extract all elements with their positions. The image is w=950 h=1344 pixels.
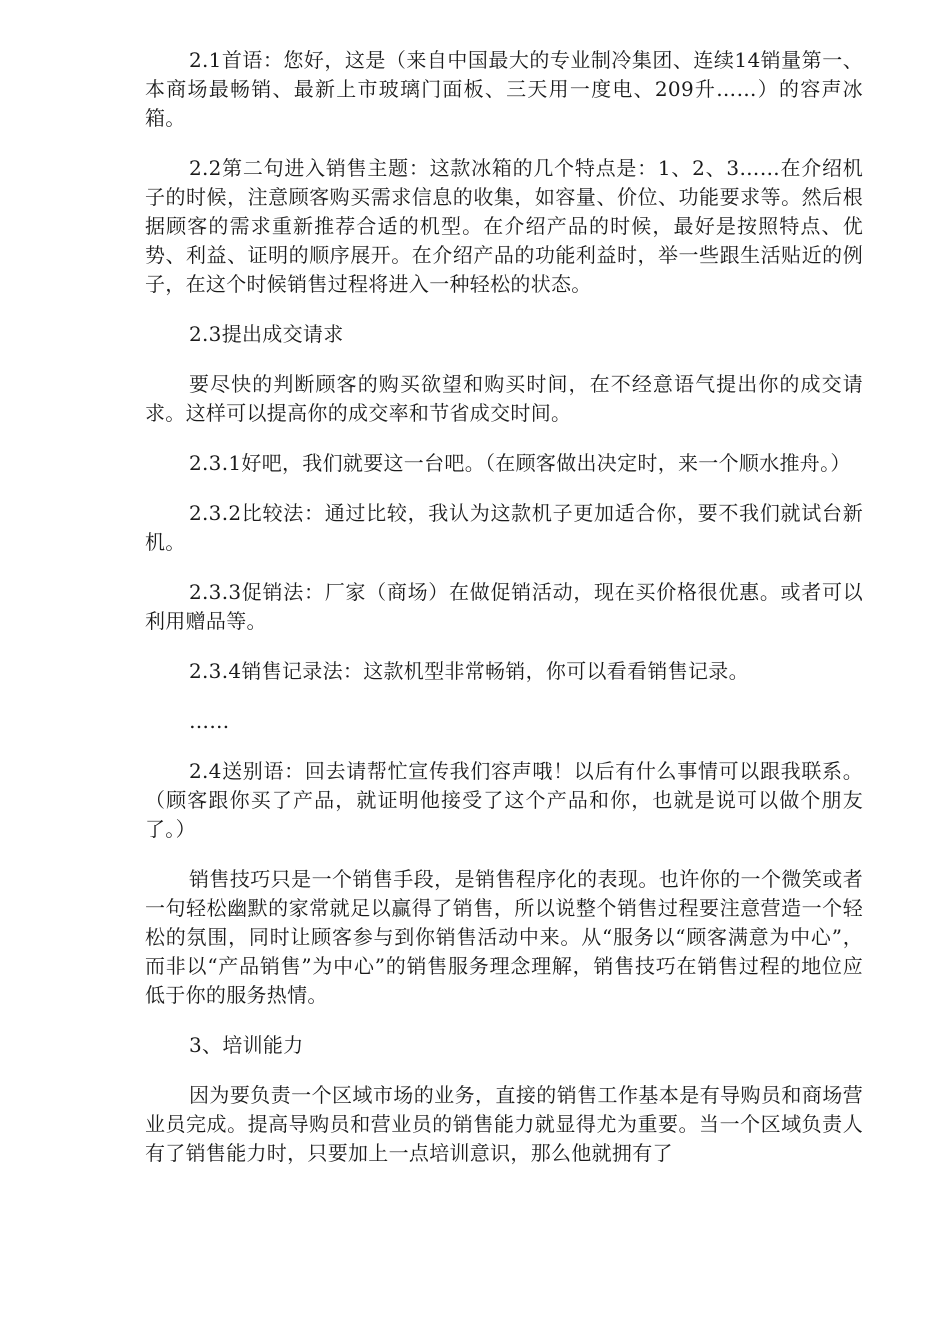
- paragraph-method-1: 2.3.1好吧，我们就要这一台吧。（在顾客做出决定时，来一个顺水推舟。）: [189, 451, 851, 475]
- paragraph-closing-request: 要尽快的判断顾客的购买欲望和购买时间，在不经意语气提出你的成交请求。这样可以提高你的成交率和节省成交时间。: [145, 372, 863, 425]
- paragraph-method-4-sales-record: 2.3.4销售记录法：这款机型非常畅销，你可以看看销售记录。: [189, 659, 749, 683]
- paragraph-ellipsis: ……: [189, 709, 230, 733]
- paragraph-sales-skills-summary: 销售技巧只是一个销售手段，是销售程序化的表现。也许你的一个微笑或者一句轻松幽默的家常就足以赢得了销售，所以说整个销售过程要注意营造一个轻松的氛围，同时让顾客参与到你销售活动中来。从“服务以“顾客满意为中心”，而非以“产品销售”为中心”的销售服务理念理解，销售技巧在销售过程的地位应低于你的服务热情。: [145, 867, 863, 1007]
- paragraph-method-2-comparison: 2.3.2比较法：通过比较，我认为这款机子更加适合你，要不我们就试台新机。: [145, 501, 863, 554]
- paragraph-method-3-promotion: 2.3.3促销法：厂家（商场）在做促销活动，现在买价格很优惠。或者可以利用赠品等。: [145, 580, 863, 633]
- paragraph-closing-request-heading: 2.3提出成交请求: [189, 322, 344, 346]
- paragraph-opening-words: 2.1首语：您好，这是（来自中国最大的专业制冷集团、连续14销量第一、本商场最畅销、最新上市玻璃门面板、三天用一度电、209升……）的容声冰箱。: [145, 48, 863, 130]
- paragraph-training-heading: 3、培训能力: [189, 1033, 304, 1057]
- document-page: [145, 46, 863, 1189]
- paragraph-training-ability: 因为要负责一个区域市场的业务，直接的销售工作基本是有导购员和商场营业员完成。提高导购员和营业员的销售能力就显得尤为重要。当一个区域负责人有了销售能力时，只要加上一点培训意识，那么他就拥有了: [145, 1083, 863, 1165]
- paragraph-farewell: 2.4送别语：回去请帮忙宣传我们容声哦！以后有什么事情可以跟我联系。（顾客跟你买了产品，就证明他接受了这个产品和你，也就是说可以做个朋友了。）: [145, 759, 863, 841]
- paragraph-second-sentence: 2.2第二句进入销售主题：这款冰箱的几个特点是：1、2、3……在介绍机子的时候，注意顾客购买需求信息的收集，如容量、价位、功能要求等。然后根据顾客的需求重新推荐合适的机型。在介绍产品的时候，最好是按照特点、优势、利益、证明的顺序展开。在介绍产品的功能利益时，举一些跟生活贴近的例子，在这个时候销售过程将进入一种轻松的状态。: [145, 156, 863, 296]
